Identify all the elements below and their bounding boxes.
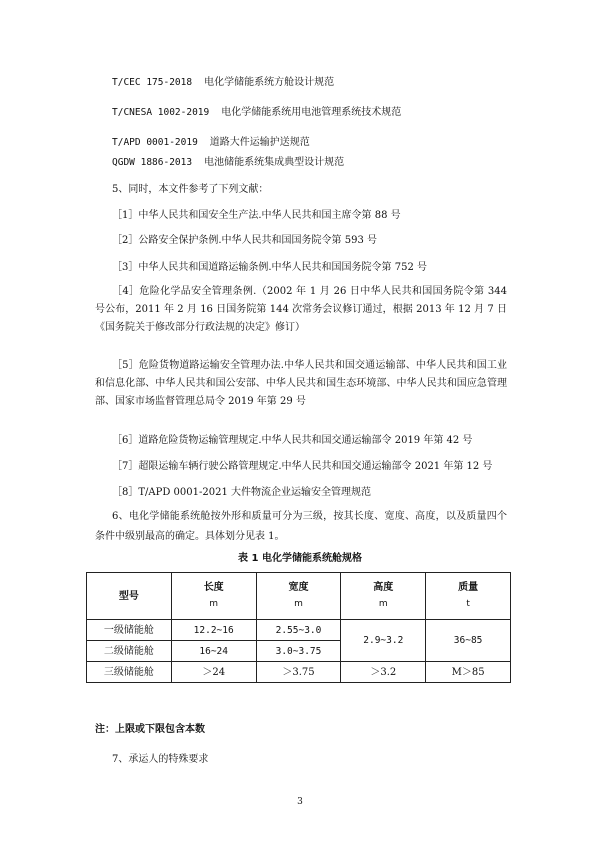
standard-line (112, 135, 310, 150)
header-length (171, 573, 256, 620)
cell-width: 3.0~3.75 (256, 641, 341, 662)
header-label: 高度 (373, 582, 394, 593)
standard-code: T/CNESA 1002-2019 (112, 107, 210, 118)
cell-type: 三级储能舱 (87, 662, 172, 683)
section-7-title: 7、承运人的特殊要求 (112, 754, 209, 765)
table-header-row (87, 573, 511, 620)
cell-height: ＞3.2 (341, 662, 426, 683)
header-type (87, 573, 172, 620)
standard-code: T/APD 0001-2019 (112, 137, 198, 148)
cell-width: ＞3.75 (256, 662, 341, 683)
reference-item: ［7］超限运输车辆行驶公路管理规定.中华人民共和国交通运输部令 2021 年第 12 号 (112, 461, 493, 472)
section-5-title: 5、同时，本文件参考了下列文献： (112, 184, 269, 195)
header-label: 宽度 (288, 582, 309, 593)
cell-type: 一级储能舱 (87, 620, 172, 641)
standard-code: QGDW 1886-2013 (112, 157, 193, 168)
standard-title: 电化学储能系统用电池管理系统技术规范 (221, 107, 402, 118)
reference-item: ［8］T/APD 0001-2021 大件物流企业运输安全管理规范 (112, 487, 372, 498)
reference-item: ［3］中华人民共和国道路运输条例.中华人民共和国国务院令第 752 号 (112, 262, 427, 273)
standard-title: 电池储能系统集成典型设计规范 (204, 157, 345, 168)
reference-item: ［2］公路安全保护条例.中华人民共和国国务院令第 593 号 (112, 235, 377, 246)
table-note: 注：上限或下限包含本数 (95, 724, 205, 735)
header-label: 质量 (458, 582, 479, 593)
header-unit: t (466, 599, 470, 609)
cell-mass-merged: 36~85 (426, 620, 511, 662)
standard-line (112, 75, 334, 90)
cell-length: 12.2~16 (171, 620, 256, 641)
reference-item: ［5］危险货物道路运输安全管理办法.中华人民共和国交通运输部、中华人民共和国工业和信息化部、中华人民共和国公安部、中华人民共和国生态环境部、中华人民共和国应急管理部、国家市场监督管理总局令 2019 年第 29 号 (95, 360, 507, 407)
cell-height-merged: 2.9~3.2 (341, 620, 426, 662)
standard-code: T/CEC 175-2018 (112, 77, 193, 88)
standard-line (112, 155, 344, 170)
header-width (256, 573, 341, 620)
header-unit: m (294, 599, 303, 609)
spec-table (86, 572, 511, 683)
page-number: 3 (297, 797, 303, 807)
table-row (87, 662, 511, 683)
table-row (87, 620, 511, 641)
header-height (341, 573, 426, 620)
cell-width: 2.55~3.0 (256, 620, 341, 641)
section-6-text: 6、电化学储能系统舱按外形和质量可分为三级，按其长度、宽度、高度，以及质量四个条件中级别最高的确定。具体划分见表 1。 (95, 511, 507, 542)
reference-item: ［6］道路危险货物运输管理规定.中华人民共和国交通运输部令 2019 年第 42 号 (112, 435, 473, 446)
header-mass (426, 573, 511, 620)
reference-item: ［1］中华人民共和国安全生产法.中华人民共和国主席令第 88 号 (112, 210, 401, 221)
standard-line (112, 105, 401, 120)
cell-type: 二级储能舱 (87, 641, 172, 662)
header-label: 长度 (203, 582, 224, 593)
header-label: 型号 (118, 590, 139, 602)
standard-title: 电化学储能系统方舱设计规范 (204, 77, 335, 88)
cell-length: 16~24 (171, 641, 256, 662)
table-caption: 表 1 电化学储能系统舱规格 (238, 553, 362, 564)
standard-title: 道路大件运输护送规范 (209, 137, 310, 148)
header-unit: m (209, 599, 219, 609)
reference-item: ［4］危险化学品安全管理条例.（2002 年 1 月 26 日中华人民共和国国务院令第 344 号公布，2011 年 2 月 16 日国务院第 144 次常务会议修订通过，根据 2013 年 12 月 7 日《国务院关于修改部分行政法规的决定》修订） (95, 286, 507, 333)
cell-length: ＞24 (171, 662, 256, 683)
header-unit: m (378, 599, 388, 609)
cell-mass: M＞85 (426, 662, 511, 683)
